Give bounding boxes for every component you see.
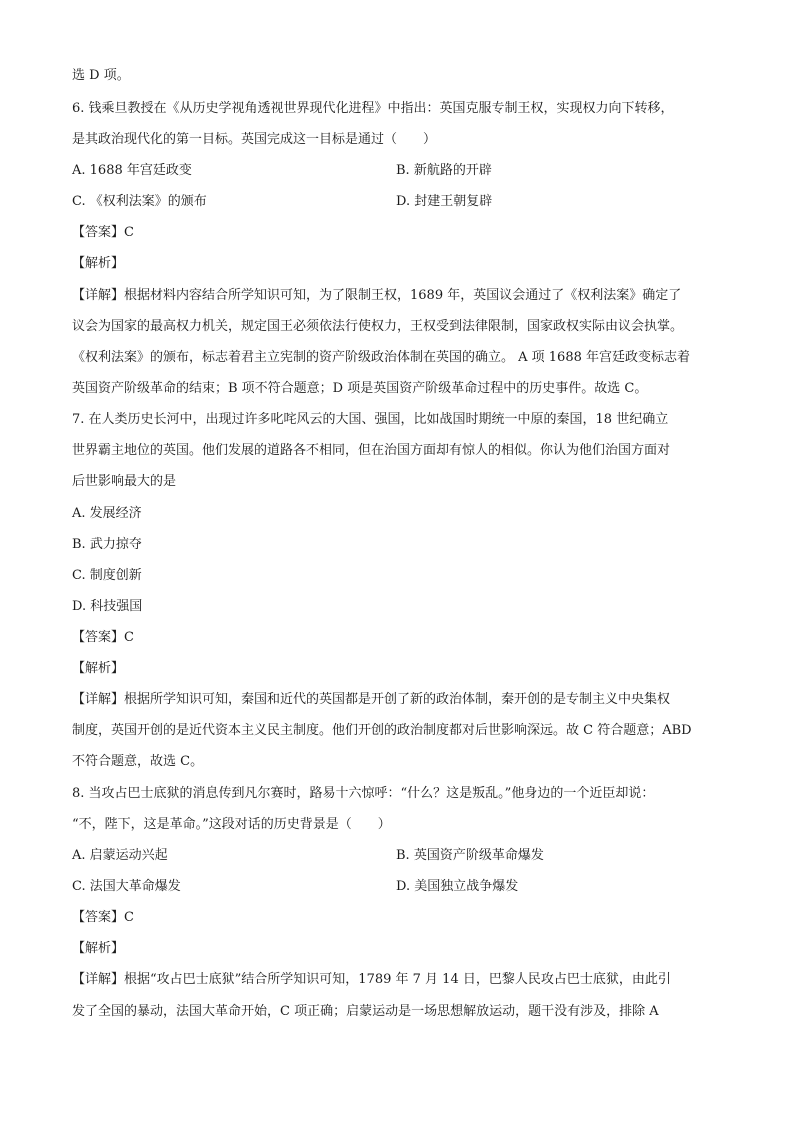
q8-option-b: B. 英国资产阶级革命爆发 xyxy=(396,848,544,863)
q6-stem-line-2: 是其政治现代化的第一目标。英国完成这一目标是通过（ ） xyxy=(72,132,437,147)
q6-detail-line-1: 【详解】根据材料内容结合所学知识可知，为了限制王权，1689 年，英国议会通过了《权利法案》确定了 xyxy=(72,288,682,303)
q6-option-c: C. 《权利法案》的颁布 xyxy=(72,194,207,209)
q6-option-a: A. 1688 年宫廷政变 xyxy=(72,163,192,178)
q8-option-c: C. 法国大革命爆发 xyxy=(72,879,181,894)
q7-stem-line-1: 7. 在人类历史长河中，出现过许多叱咤风云的大国、强国，比如战国时期统一中原的秦国，18 世纪确立 xyxy=(72,412,669,427)
q7-stem-line-2: 世界霸主地位的英国。他们发展的道路各不相同，但在治国方面却有惊人的相似。你认为他们治国方面对 xyxy=(72,443,671,458)
q7-stem-line-3: 后世影响最大的是 xyxy=(72,474,177,489)
q6-detail-line-4: 英国资产阶级革命的结束；B 项不符合题意；D 项是英国资产阶级革命过程中的历史事件。故选 C。 xyxy=(72,381,648,396)
q6-option-d: D. 封建王朝复辟 xyxy=(396,194,493,209)
q8-stem-line-1: 8. 当攻占巴士底狱的消息传到凡尔赛时，路易十六惊呼：“什么？这是叛乱。”他身边的一个近臣却说： xyxy=(72,786,655,801)
q8-option-d: D. 美国独立战争爆发 xyxy=(396,879,519,894)
q6-option-b: B. 新航路的开辟 xyxy=(396,163,492,178)
q8-detail-line-2: 发了全国的暴动，法国大革命开始，C 项正确；启蒙运动是一场思想解放运动，题干没有涉及，排除 A xyxy=(72,1004,659,1019)
q8-option-a: A. 启蒙运动兴起 xyxy=(72,848,168,863)
q7-answer: 【答案】C xyxy=(72,630,134,645)
q6-detail-line-2: 议会为国家的最高权力机关，规定国王必须依法行使权力，王权受到法律限制，国家政权实际由议会执掌。 xyxy=(72,319,684,334)
q7-detail-line-2: 制度，英国开创的是近代资本主义民主制度。他们开创的政治制度都对后世影响深远。故 C 符合题意；ABD xyxy=(72,723,692,738)
q7-detail-line-3: 不符合题意，故选 C。 xyxy=(72,754,204,769)
q7-option-c: C. 制度创新 xyxy=(72,568,142,583)
q5-answer-tail: 选 D 项。 xyxy=(72,68,130,83)
q8-detail-line-1: 【详解】根据“攻占巴士底狱”结合所学知识可知，1789 年 7 月 14 日，巴黎人民攻占巴士底狱，由此引 xyxy=(72,972,671,987)
q7-option-b: B. 武力掠夺 xyxy=(72,537,142,552)
q6-analysis-heading: 【解析】 xyxy=(72,256,125,271)
q7-option-d: D. 科技强国 xyxy=(72,599,143,614)
q7-option-a: A. 发展经济 xyxy=(72,506,142,521)
q6-answer: 【答案】C xyxy=(72,225,134,240)
q7-detail-line-1: 【详解】根据所学知识可知，秦国和近代的英国都是开创了新的政治体制，秦开创的是专制主义中央集权 xyxy=(72,692,671,707)
q8-analysis-heading: 【解析】 xyxy=(72,941,125,956)
q6-detail-line-3: 《权利法案》的颁布，标志着君主立宪制的资产阶级政治体制在英国的确立。 A 项 1688 年宫廷政变标志着 xyxy=(72,350,691,365)
q6-stem-line-1: 6. 钱乘旦教授在《从历史学视角透视世界现代化进程》中指出：英国克服专制王权，实现权力向下转移， xyxy=(72,101,674,116)
q8-answer: 【答案】C xyxy=(72,910,134,925)
q8-stem-line-2: “不，陛下，这是革命。”这段对话的历史背景是（ ） xyxy=(72,817,391,832)
q7-analysis-heading: 【解析】 xyxy=(72,661,125,676)
